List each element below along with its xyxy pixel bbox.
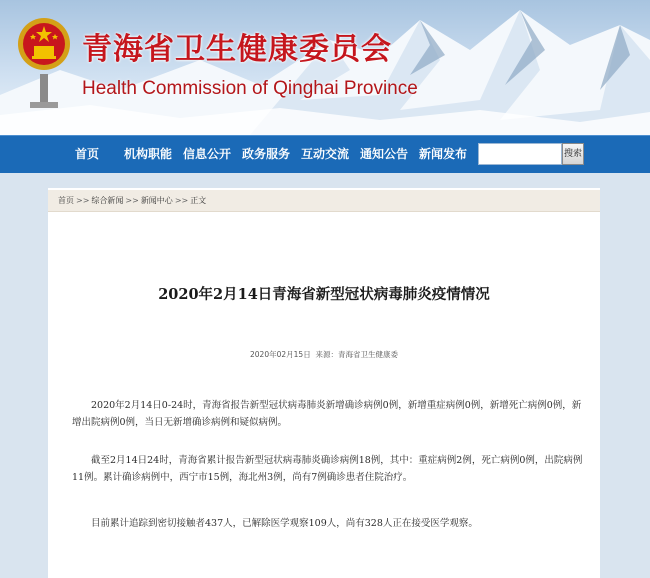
nav-item-home[interactable]: 首页 (75, 147, 100, 161)
article-date: 2020年02月15日 (250, 350, 311, 359)
nav-item-government-services[interactable]: 政务服务 (242, 147, 291, 161)
site-title: 青海省卫生健康委员会 (82, 32, 392, 67)
search-input[interactable] (478, 143, 562, 165)
article-paragraph: 目前累计追踪到密切接触者437人，已解除医学观察109人，尚有328人正在接受医学观察。 (91, 518, 478, 529)
nav-item-info-disclosure[interactable]: 信息公开 (183, 147, 232, 161)
breadcrumb (48, 190, 600, 212)
search-button[interactable]: 搜索 (562, 143, 584, 165)
article-meta (48, 349, 600, 360)
breadcrumb-separator: >> (125, 196, 139, 205)
national-emblem-icon (16, 14, 72, 110)
article-title: 2020年2月14日青海省新型冠状病毒肺炎疫情情况 (158, 286, 490, 303)
breadcrumb-separator: >> (76, 196, 90, 205)
nav-item-organization[interactable]: 机构职能 (124, 147, 173, 161)
nav-item-notices[interactable]: 通知公告 (360, 147, 409, 161)
site-banner (0, 0, 650, 135)
article-paragraph: 2020年2月14日0-24时，青海省报告新型冠状病毒肺炎新增确诊病例0例，新增重症病例0例，新增死亡病例0例，新增出院病例0例，当日无新增确诊病例和疑似病例。 (72, 400, 582, 428)
breadcrumb-current: 正文 (190, 196, 207, 205)
nav-item-interaction[interactable]: 互动交流 (301, 147, 350, 161)
breadcrumb-general-news[interactable]: 综合新闻 (91, 196, 124, 205)
site-subtitle: Health Commission of Qinghai Province (82, 78, 418, 99)
article-paragraph: 截至2月14日24时，青海省累计报告新型冠状病毒肺炎确诊病例18例，其中：重症病例2例，死亡病例0例，出院病例11例。累计确诊病例中，西宁市15例，海北州3例，尚有7例确诊患者住院治疗。 (72, 455, 583, 483)
breadcrumb-separator: >> (174, 196, 189, 205)
breadcrumb-news-center[interactable]: 新闻中心 (140, 196, 173, 205)
article-source: 来源：青海省卫生健康委 (315, 350, 398, 359)
nav-item-news-release[interactable]: 新闻发布 (419, 147, 468, 161)
breadcrumb-home[interactable]: 首页 (58, 196, 74, 205)
